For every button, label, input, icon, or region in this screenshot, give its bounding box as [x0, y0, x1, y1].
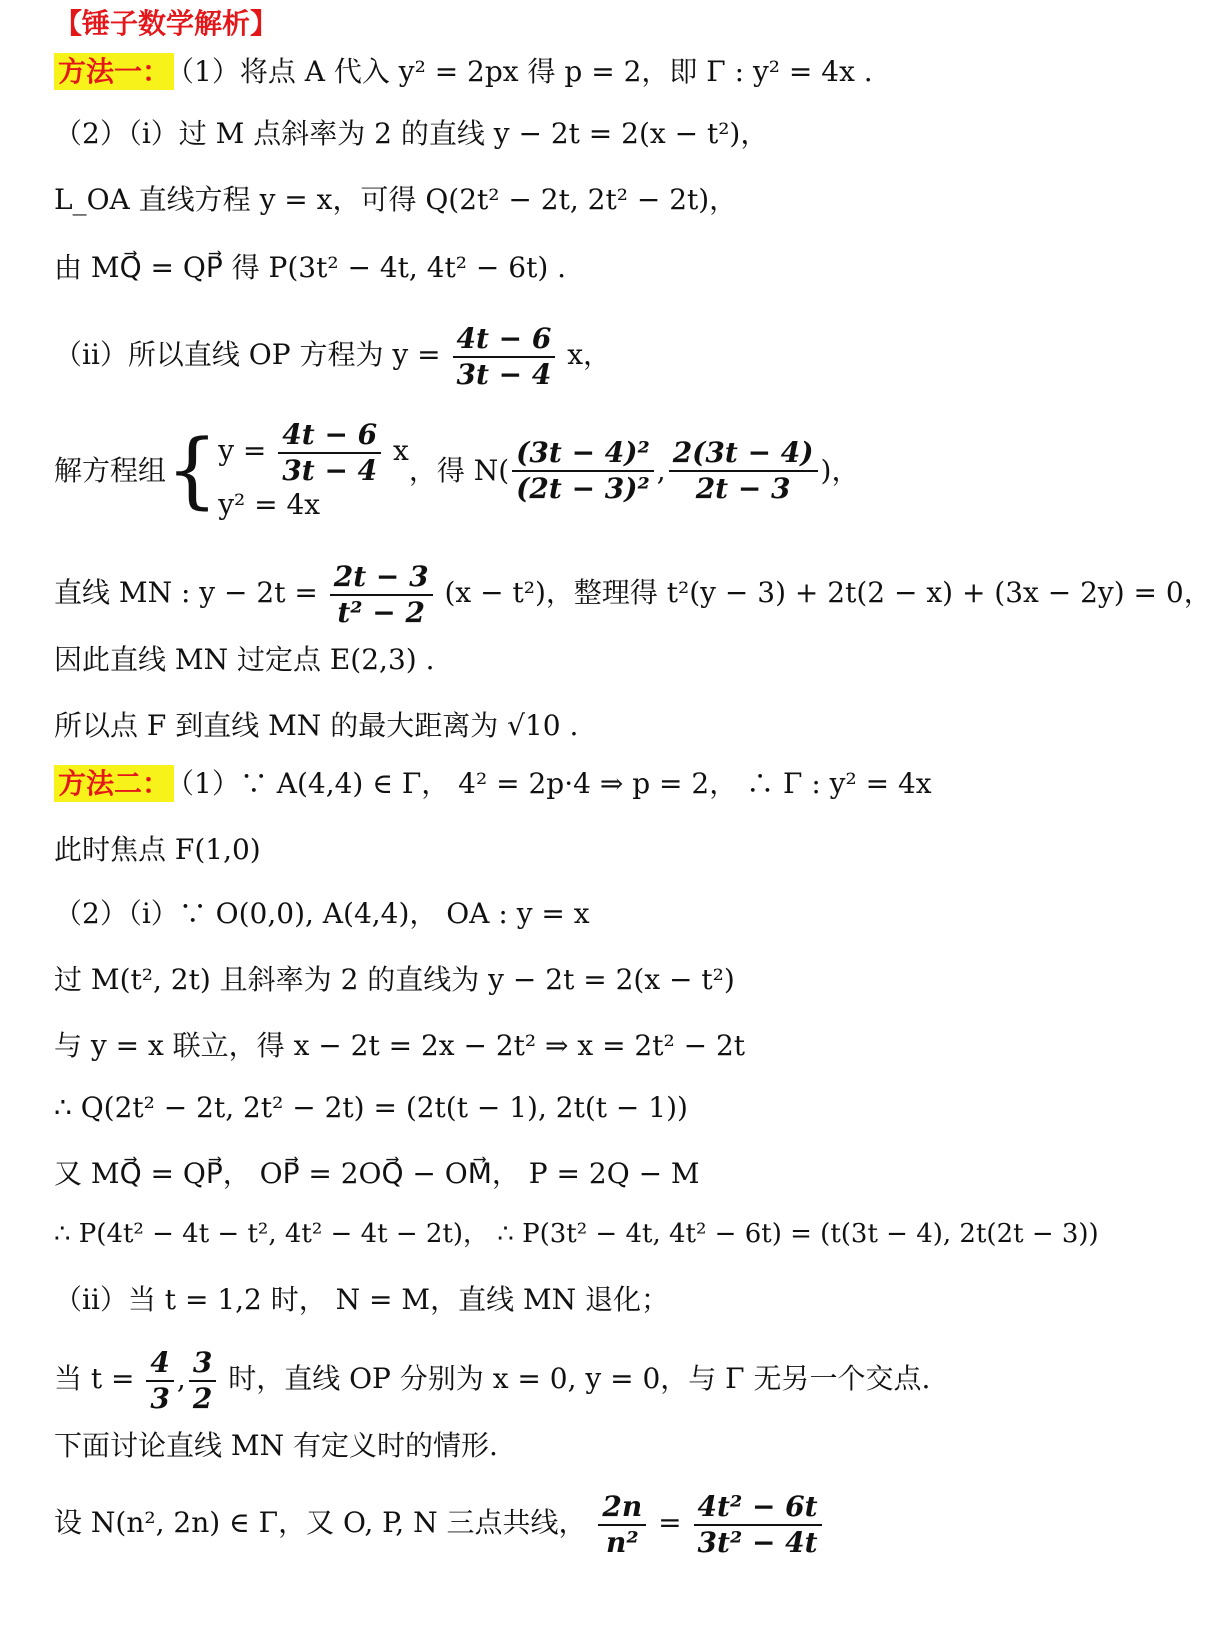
method2-step7: ∴ P(4t² − 4t − t², 4t² − 4t − 2t)， ∴ P(3t² − 4t, 4t² − 6t) = (t(3t − 4), 2t(2t − 3))	[54, 1219, 1099, 1249]
collinear-fraction-left	[598, 1490, 646, 1559]
n-y-fraction	[669, 436, 818, 505]
n-x-fraction	[512, 436, 654, 505]
system-eq1	[218, 418, 409, 487]
system-eq1-numerator: 4t − 6	[278, 418, 381, 454]
collinear-right-denominator: 3t² − 4t	[697, 1525, 818, 1559]
line-mn-pre: 直线 MN : y − 2t =	[54, 576, 318, 610]
method1-system: 解方程组 { y = $\frac{4t - 6}{3t - 4}$ x y² = 4x ，得 N( $\frac{\text{(3t − 4)²}}{\text{(2t − 3)²}}$ , $\frac{2(3t - 4)}{2t - 3}$ )，	[54, 418, 859, 524]
t-value-fraction-1	[146, 1346, 173, 1415]
method1-step5-pre: （ⅱ）所以直线 OP 方程为 y =	[54, 338, 441, 372]
method2-step11	[54, 1490, 825, 1559]
system-eq2: y² = 4x	[218, 488, 321, 522]
method2-step5: ∴ Q(2t² − 2t, 2t² − 2t) = (2t(t − 1), 2t(t − 1))	[54, 1091, 688, 1124]
method1-max-distance: 所以点 F 到直线 MN 的最大距离为 √10 .	[54, 709, 579, 742]
method2-step3: 过 M(t², 2t) 且斜率为 2 的直线为 y − 2t = 2(x − t²)	[54, 963, 735, 996]
t-value-2-denominator: 2	[192, 1381, 213, 1415]
method2-label: 方法二：	[54, 765, 174, 802]
system-eq1-post: x	[393, 434, 409, 468]
t-value-fraction-2	[189, 1346, 216, 1415]
method1-step5	[54, 322, 611, 391]
method2-step11-pre: 设 N(n², 2n) ∈ Γ，又 O, P, N 三点共线，	[54, 1506, 587, 1540]
method2-step9-post: 时，直线 OP 分别为 x = 0, y = 0，与 Γ 无另一个交点.	[228, 1362, 931, 1396]
t-value-2-numerator: 3	[189, 1346, 216, 1382]
n-x-numerator: (3t − 4)²	[512, 436, 654, 472]
method1-step3: L_OA 直线方程 y = x，可得 Q(2t² − 2t, 2t² − 2t)，	[54, 183, 738, 216]
line-mn-post: (x − t²)，整理得 t²(y − 3) + 2t(2 − x) + (3x − 2y) = 0，	[444, 576, 1212, 610]
method1-step2: （2）（ⅰ）过 M 点斜率为 2 的直线 y − 2t = 2(x − t²)，	[54, 117, 769, 150]
op-slope-numerator: 4t − 6	[453, 322, 556, 358]
method2-step9-pre: 当 t =	[54, 1362, 135, 1396]
system-eq1-fraction	[278, 418, 381, 487]
n-y-denominator: 2t − 3	[695, 471, 791, 505]
method2-step10: 下面讨论直线 MN 有定义时的情形.	[54, 1429, 498, 1462]
t-value-1-denominator: 3	[150, 1381, 170, 1415]
system-eq1-denominator: 3t − 4	[282, 453, 378, 487]
method2-step1	[54, 768, 932, 800]
op-slope-fraction	[453, 322, 556, 391]
solution-title: 【锤子数学解析】	[54, 7, 279, 40]
method1-step1	[54, 56, 873, 88]
left-brace: {	[166, 422, 219, 518]
system-label: 解方程组	[54, 453, 167, 487]
t-value-1-numerator: 4	[146, 1346, 173, 1382]
n-x-denominator: (2t − 3)²	[516, 471, 650, 505]
collinear-fraction-right	[694, 1490, 822, 1559]
system-equations	[218, 418, 409, 524]
method2-step1-text: （1）∵ A(4,4) ∈ Γ， 4² = 2p·4 ⇒ p = 2， ∴ Γ : y² = 4x	[180, 767, 932, 800]
collinear-right-numerator: 4t² − 6t	[694, 1490, 822, 1526]
method1-fixed-point: 因此直线 MN 过定点 E(2,3) .	[54, 643, 435, 676]
method1-step1-text: （1）将点 A 代入 y² = 2px 得 p = 2，即 Γ : y² = 4x .	[180, 55, 873, 88]
line-mn-denominator: t² − 2	[337, 595, 425, 629]
n-y-numerator: 2(3t − 4)	[669, 436, 818, 472]
system-result-pre: ，得 N(	[408, 453, 510, 487]
method1-step5-post: x，	[567, 338, 612, 372]
method2-step8: （ⅱ）当 t = 1,2 时， N = M，直线 MN 退化；	[54, 1283, 670, 1316]
collinear-left-denominator: n²	[606, 1525, 639, 1559]
method1-label: 方法一：	[54, 53, 174, 90]
method1-line-mn	[54, 560, 1212, 629]
method2-step9: 当 t = $\frac{4}{3}$ , $\frac{3}{2}$ 时，直线 OP 分别为 x = 0, y = 0，与 Γ 无另一个交点.	[54, 1346, 931, 1415]
line-mn-numerator: 2t − 3	[330, 560, 433, 596]
method1-step4: 由 MQ⃗ = QP⃗ 得 P(3t² − 4t, 4t² − 6t) .	[54, 251, 567, 284]
line-mn-slope-fraction	[330, 560, 433, 629]
method2-step2: （2）（ⅰ）∵ O(0,0), A(4,4)， OA : y = x	[54, 897, 590, 930]
collinear-left-numerator: 2n	[598, 1490, 646, 1526]
method2-step6: 又 MQ⃗ = QP⃗， OP⃗ = 2OQ⃗ − OM⃗， P = 2Q − M	[54, 1157, 700, 1190]
collinear-equals: =	[658, 1506, 682, 1540]
method2-focus: 此时焦点 F(1,0)	[54, 833, 261, 866]
system-eq1-pre: y =	[218, 434, 267, 468]
system-result-post: )，	[820, 453, 860, 487]
op-slope-denominator: 3t − 4	[456, 357, 552, 391]
method2-step4: 与 y = x 联立，得 x − 2t = 2x − 2t² ⇒ x = 2t² − 2t	[54, 1029, 746, 1062]
